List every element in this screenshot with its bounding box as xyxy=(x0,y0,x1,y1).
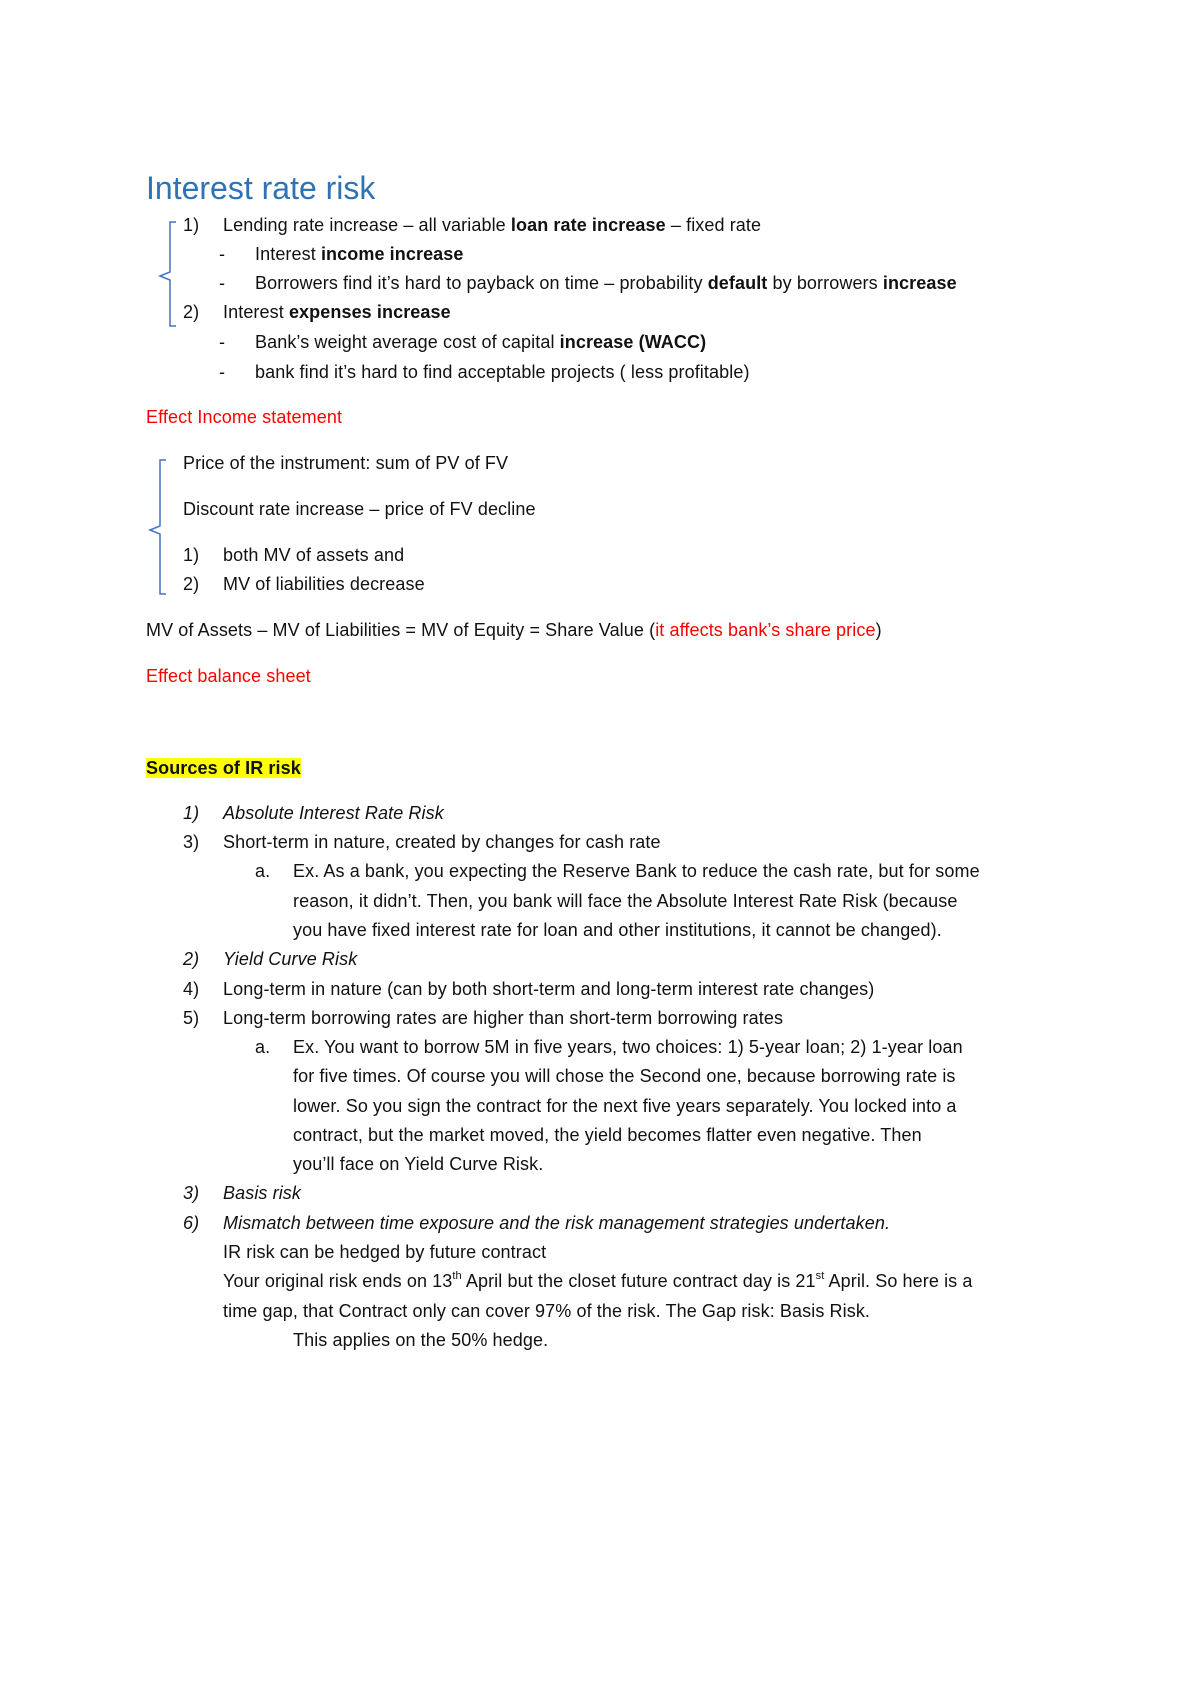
source-item-short-term: 3) Short-term in nature, created by changes for cash rate xyxy=(183,832,661,852)
list-item-mv-assets: 1) both MV of assets and xyxy=(183,545,405,565)
example-a2-line3: lower. So you sign the contract for the next five years separately. You locked into a xyxy=(293,1096,957,1116)
effect-income-heading: Effect Income statement xyxy=(146,407,343,427)
bullet-item-1: - Interest income increase xyxy=(219,244,464,264)
hedge-line-1: IR risk can be hedged by future contract xyxy=(223,1242,547,1262)
hedge-line-4: This applies on the 50% hedge. xyxy=(293,1330,549,1350)
bullet-item-3: - Bank’s weight average cost of capital increase (WACC) xyxy=(219,332,707,352)
sources-heading: Sources of IR risk xyxy=(146,758,301,778)
example-a2-line2: for five times. Of course you will chose the Second one, because borrowing rate is xyxy=(293,1066,956,1086)
page-title: Interest rate risk xyxy=(146,170,376,206)
bracket-connector-1 xyxy=(156,220,186,330)
source-item-mismatch: 6) Mismatch between time exposure and the risk management strategies undertaken. xyxy=(183,1213,891,1233)
example-a1-line1: a. Ex. As a bank, you expecting the Reserve Bank to reduce the cash rate, but for some xyxy=(255,861,980,881)
list-item-1: 1) Lending rate increase – all variable loan rate increase – fixed rate xyxy=(183,215,762,235)
bullet-item-4: - bank find it’s hard to find acceptable projects ( less profitable) xyxy=(219,362,750,382)
effect-balance-heading: Effect balance sheet xyxy=(146,666,311,686)
hedge-line-3: time gap, that Contract only can cover 97% of the risk. The Gap risk: Basis Risk. xyxy=(223,1301,871,1321)
discount-line: Discount rate increase – price of FV decline xyxy=(183,499,536,519)
hedge-line-2: Your original risk ends on 13th April but the closet future contract day is 21st April. So here is a xyxy=(223,1270,973,1291)
source-item-long-term: 4) Long-term in nature (can by both short-term and long-term interest rate changes) xyxy=(183,979,875,999)
bullet-item-2: - Borrowers find it’s hard to payback on time – probability default by borrowers increase xyxy=(219,273,957,293)
example-a2-line5: you’ll face on Yield Curve Risk. xyxy=(293,1154,544,1174)
bracket-connector-2 xyxy=(140,458,170,598)
example-a2-line1: a. Ex. You want to borrow 5M in five years, two choices: 1) 5-year loan; 2) 1-year loan xyxy=(255,1037,963,1057)
example-a2-line4: contract, but the market moved, the yield becomes flatter even negative. Then xyxy=(293,1125,922,1145)
example-a1-line3: you have fixed interest rate for loan and other institutions, it cannot be changed). xyxy=(293,920,942,940)
list-item-2: 2) Interest expenses increase xyxy=(183,302,451,322)
example-a1-line2: reason, it didn’t. Then, you bank will face the Absolute Interest Rate Risk (because xyxy=(293,891,958,911)
source-item-yield-curve: 2) Yield Curve Risk xyxy=(183,949,358,969)
price-line: Price of the instrument: sum of PV of FV xyxy=(183,453,509,473)
source-item-absolute: 1) Absolute Interest Rate Risk xyxy=(183,803,444,823)
source-item-basis: 3) Basis risk xyxy=(183,1183,302,1203)
source-item-borrowing-rates: 5) Long-term borrowing rates are higher than short-term borrowing rates xyxy=(183,1008,784,1028)
list-item-mv-liabilities: 2) MV of liabilities decrease xyxy=(183,574,425,594)
equation-line: MV of Assets – MV of Liabilities = MV of Equity = Share Value (it affects bank’s share price) xyxy=(146,620,882,640)
